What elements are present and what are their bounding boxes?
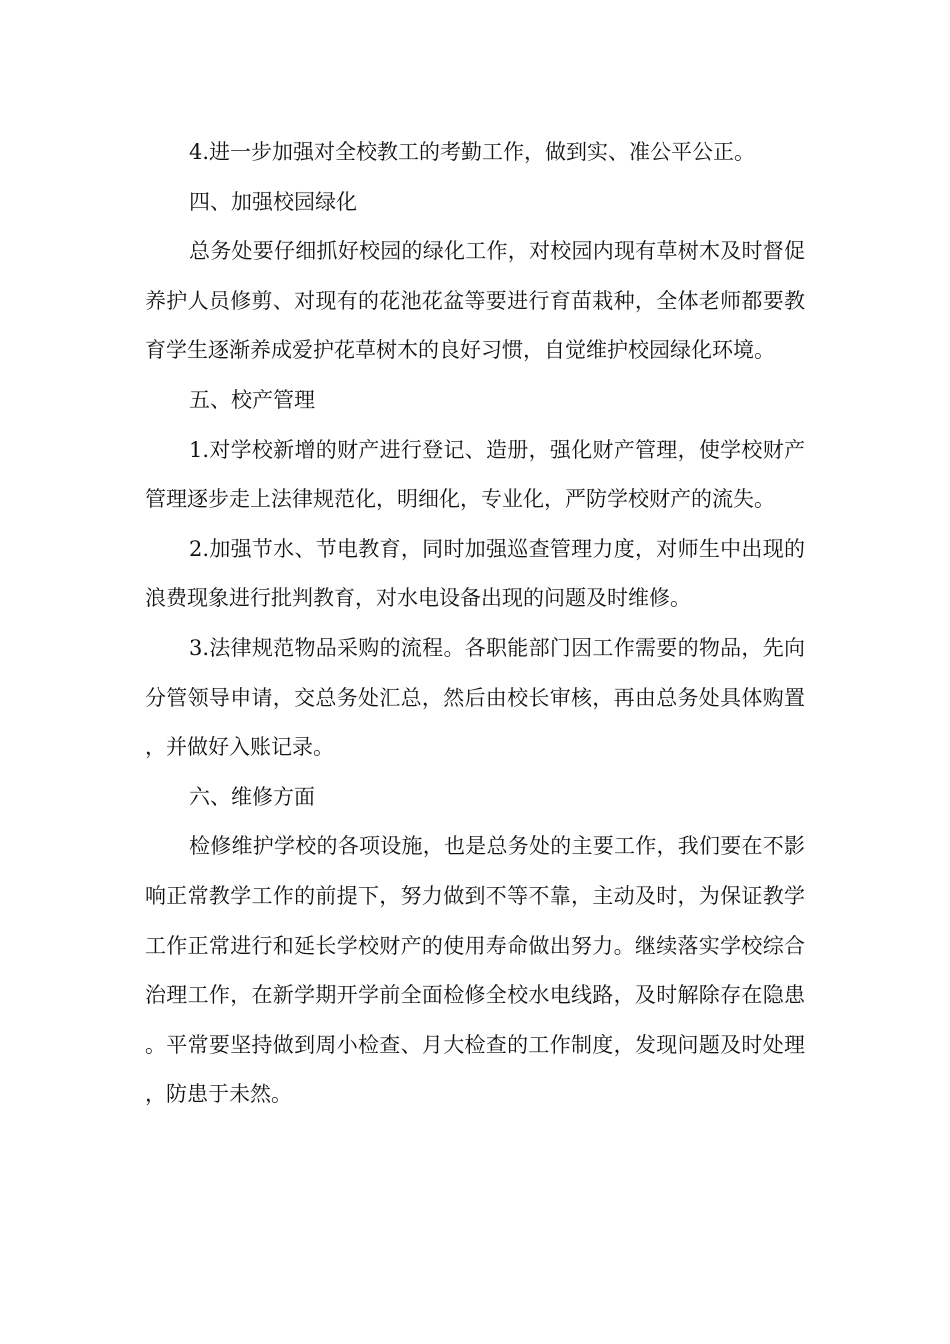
paragraph-maintenance: 检修维护学校的各项设施，也是总务处的主要工作，我们要在不影响正常教学工作的前提下，努力做到不等不靠，主动及时，为保证教学工作正常进行和延长学校财产的使用寿命做出努力。继续落实学校综合治理工作，在新学期开学前全面检修全校水电线路，及时解除存在隐患。平常要坚持做到周小检查、月大检查的工作制度，发现问题及时处理，防患于未然。 xyxy=(145,834,805,1107)
paragraph-attendance: 4.进一步加强对全校教工的考勤工作，做到实、准公平公正。 xyxy=(189,140,756,164)
paragraph-property-registration: 1.对学校新增的财产进行登记、造册，强化财产管理，使学校财产管理逐步走上法律规范化，明细化，专业化，严防学校财产的流失。 xyxy=(145,437,805,512)
paragraph-procurement: 3.法律规范物品采购的流程。各职能部门因工作需要的物品，先向分管领导申请，交总务处汇总，然后由校长审核，再由总务处具体购置，并做好入账记录。 xyxy=(145,635,805,760)
section-heading-maintenance: 六、维修方面 xyxy=(189,784,315,809)
section-heading-property: 五、校产管理 xyxy=(189,387,315,412)
paragraph-water-electricity: 2.加强节水、节电教育，同时加强巡查管理力度，对师生中出现的浪费现象进行批判教育，对水电设备出现的问题及时维修。 xyxy=(145,536,805,611)
paragraph-greening: 总务处要仔细抓好校园的绿化工作，对校园内现有草树木及时督促养护人员修剪、对现有的花池花盆等要进行育苗栽种，全体老师都要教育学生逐渐养成爱护花草树木的良好习惯，自觉维护校园绿化环境。 xyxy=(145,239,805,363)
document-body xyxy=(145,128,805,1120)
section-heading-greening: 四、加强校园绿化 xyxy=(189,189,357,214)
